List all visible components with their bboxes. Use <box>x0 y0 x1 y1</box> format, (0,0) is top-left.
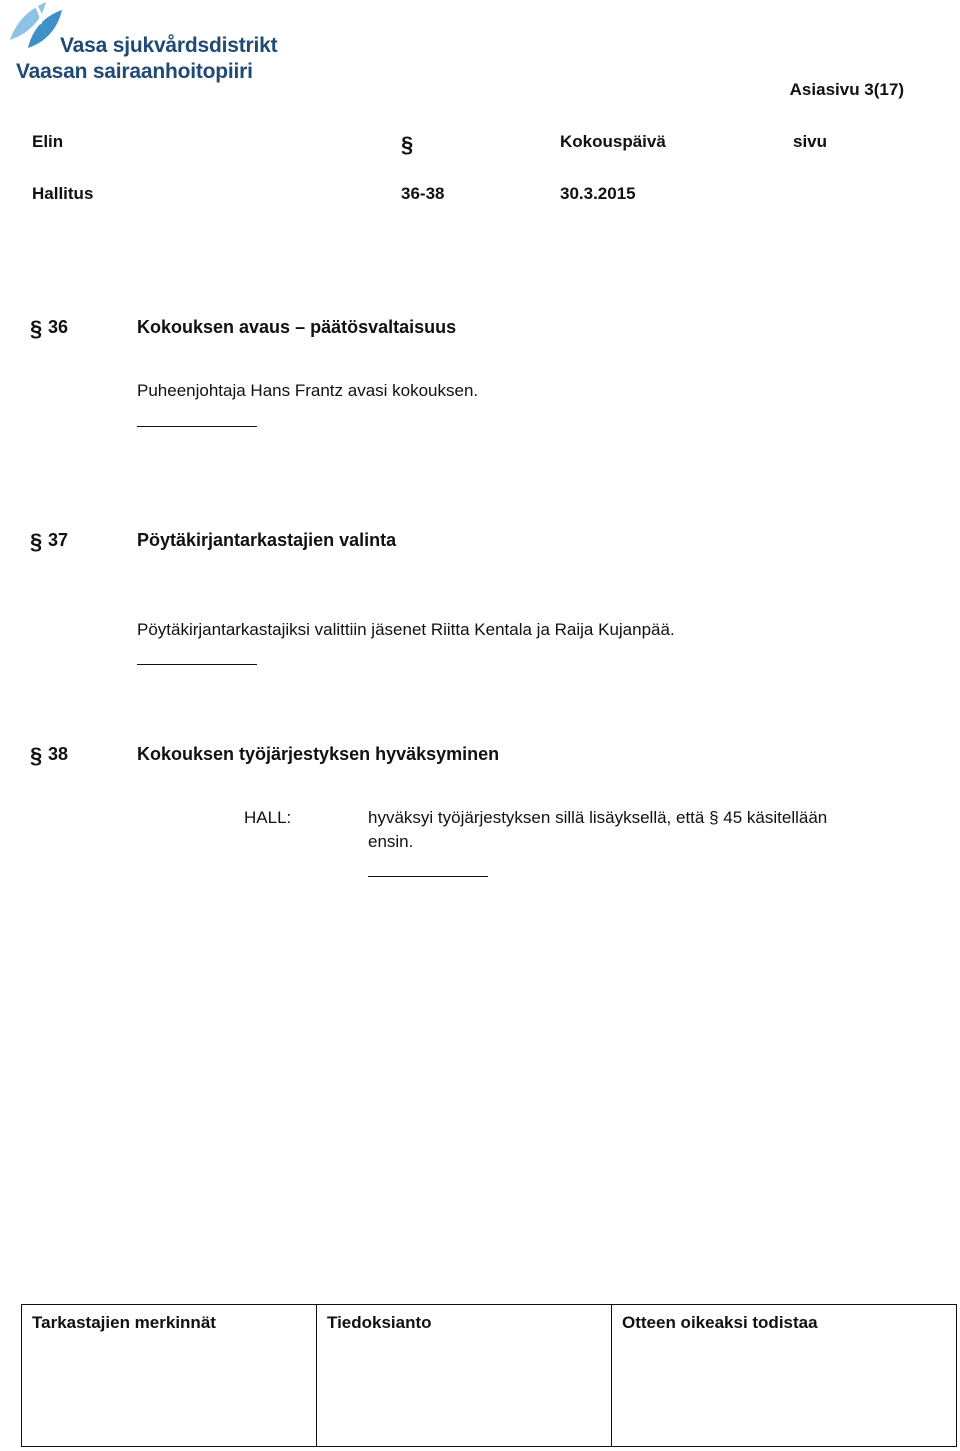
section-symbol: § <box>30 529 43 554</box>
meta-label-organ: Elin <box>32 132 64 151</box>
page-reference: Asiasivu 3(17) <box>789 80 904 99</box>
decision-text-post: 45 käsitellään <box>723 808 828 827</box>
decision-text-pre: hyväksyi työjärjestyksen sillä lisäyksellä, että <box>368 808 705 827</box>
section-separator <box>137 426 257 428</box>
section-title: Kokouksen työjärjestyksen hyväksyminen <box>137 744 500 764</box>
decision-text-line2: ensin. <box>368 832 414 851</box>
footer-cell-reviewers: Tarkastajien merkinnät <box>22 1305 317 1446</box>
organization-logo-icon <box>6 0 64 52</box>
decision-text-line1 <box>368 808 827 828</box>
section-title: Kokouksen avaus – päätösvaltaisuus <box>137 317 457 337</box>
section-text: Puheenjohtaja Hans Frantz avasi kokouksen. <box>137 381 479 400</box>
meta-label-meeting-date: Kokouspäivä <box>560 132 666 151</box>
footer-cell-certified-copy: Otteen oikeaksi todistaa <box>622 1313 818 1332</box>
meta-label-section: § <box>401 132 414 157</box>
section-number: 38 <box>48 744 69 764</box>
section-symbol: § <box>30 743 43 768</box>
decision-label: HALL: <box>244 808 292 827</box>
section-number: 36 <box>48 317 69 337</box>
section-symbol: § <box>30 316 43 341</box>
decision-symbol: § <box>709 808 719 827</box>
footer-cell-notification: Tiedoksianto <box>317 1305 612 1446</box>
footer-table <box>21 1304 957 1447</box>
section-text: Pöytäkirjantarkastajiksi valittiin jäsenet Riitta Kentala ja Raija Kujanpää. <box>137 620 675 639</box>
section-separator <box>137 664 257 666</box>
meta-value-section: 36-38 <box>401 184 445 203</box>
meta-label-page: sivu <box>793 132 828 151</box>
org-name-finnish: Vaasan sairaanhoitopiiri <box>16 60 253 83</box>
org-name-swedish: Vasa sjukvårdsdistrikt <box>60 34 278 57</box>
section-number: 37 <box>48 530 69 550</box>
meta-value-meeting-date: 30.3.2015 <box>560 184 636 203</box>
section-title: Pöytäkirjantarkastajien valinta <box>137 530 397 550</box>
meta-value-organ: Hallitus <box>32 184 94 203</box>
section-separator <box>368 876 488 878</box>
